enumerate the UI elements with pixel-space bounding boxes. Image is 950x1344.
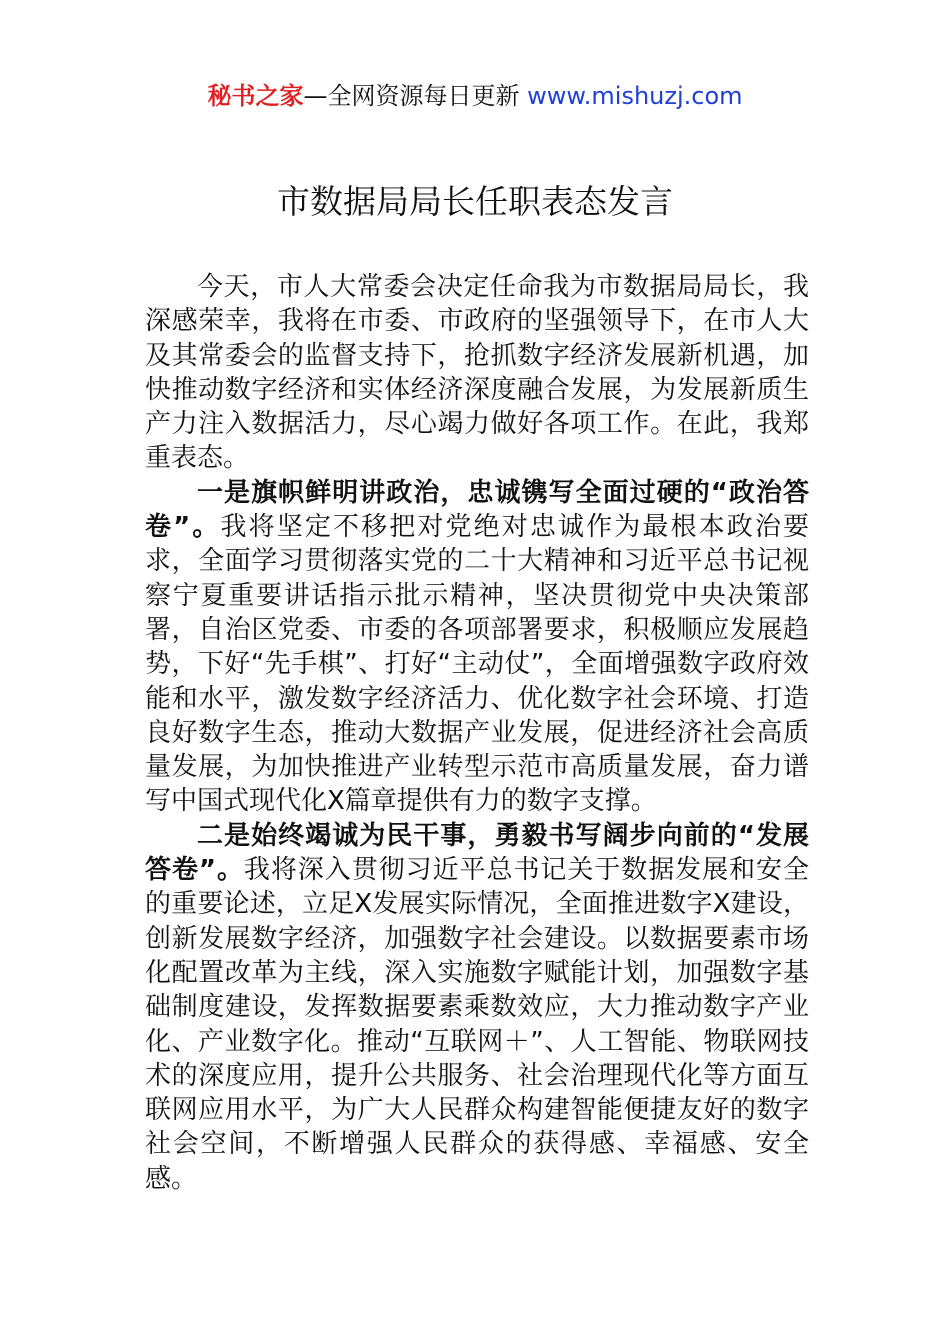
document-body xyxy=(145,270,809,1196)
site-brand: 秘书之家 xyxy=(207,82,304,110)
paragraph-text: 今天，市人大常委会决定任命我为市数据局局长，我深感荣幸，我将在市委、市政府的坚强领导下，在市人大及其常委会的监督支持下，抢抓数字经济发展新机遇，加快推动数字经济和实体经济深度融合发展，为发展新质生产力注入数据活力，尽心竭力做好各项工作。在此，我郑重表态。 xyxy=(145,272,809,474)
document-title: 市数据局局长任职表态发言 xyxy=(277,182,673,221)
paragraph-development xyxy=(145,819,809,1196)
paragraph-politics xyxy=(145,476,809,819)
site-url-link[interactable]: www.mishuzj.com xyxy=(527,82,743,110)
paragraph-text: 我将深入贯彻习近平总书记关于数据发展和安全的重要论述，立足X发展实际情况，全面推进数字X建设，创新发展数字经济，加强数字社会建设。以数据要素市场化配置改革为主线，深入实施数字赋能计划，加强数字基础制度建设，发挥数据要素乘数效应，大力推动数字产业化、产业数字化。推动“互联网＋”、人工智能、物联网技术的深度应用，提升公共服务、社会治理现代化等方面互联网应用水平，为广大人民群众构建智能便捷友好的数字社会空间，不断增强人民群众的获得感、幸福感、安全感。 xyxy=(145,855,809,1194)
paragraph-lead: 二是始终竭诚为民干事，勇毅书写阔步向前的“发展答卷”。 xyxy=(145,820,809,886)
site-header xyxy=(0,80,950,112)
paragraph-text: 我将坚定不移把对党绝对忠诚作为最根本政治要求，全面学习贯彻落实党的二十大精神和习近平总书记视察宁夏重要讲话指示批示精神，坚决贯彻党中央决策部署，自治区党委、市委的各项部署要求，积极顺应发展趋势，下好“先手棋”、打好“主动仗”，全面增强数字政府效能和水平，激发数字经济活力、优化数字社会环境、打造良好数字生态，推动大数据产业发展，促进经济社会高质量发展，为加快推进产业转型示范市高质量发展，奋力谱写中国式现代化X篇章提供有力的数字支撑。 xyxy=(145,512,809,817)
paragraph-lead: 一是旗帜鲜明讲政治，忠诚镌写全面过硬的“政治答卷”。 xyxy=(145,477,809,543)
site-tagline: —全网资源每日更新 xyxy=(303,82,528,110)
paragraph-intro xyxy=(145,270,809,476)
